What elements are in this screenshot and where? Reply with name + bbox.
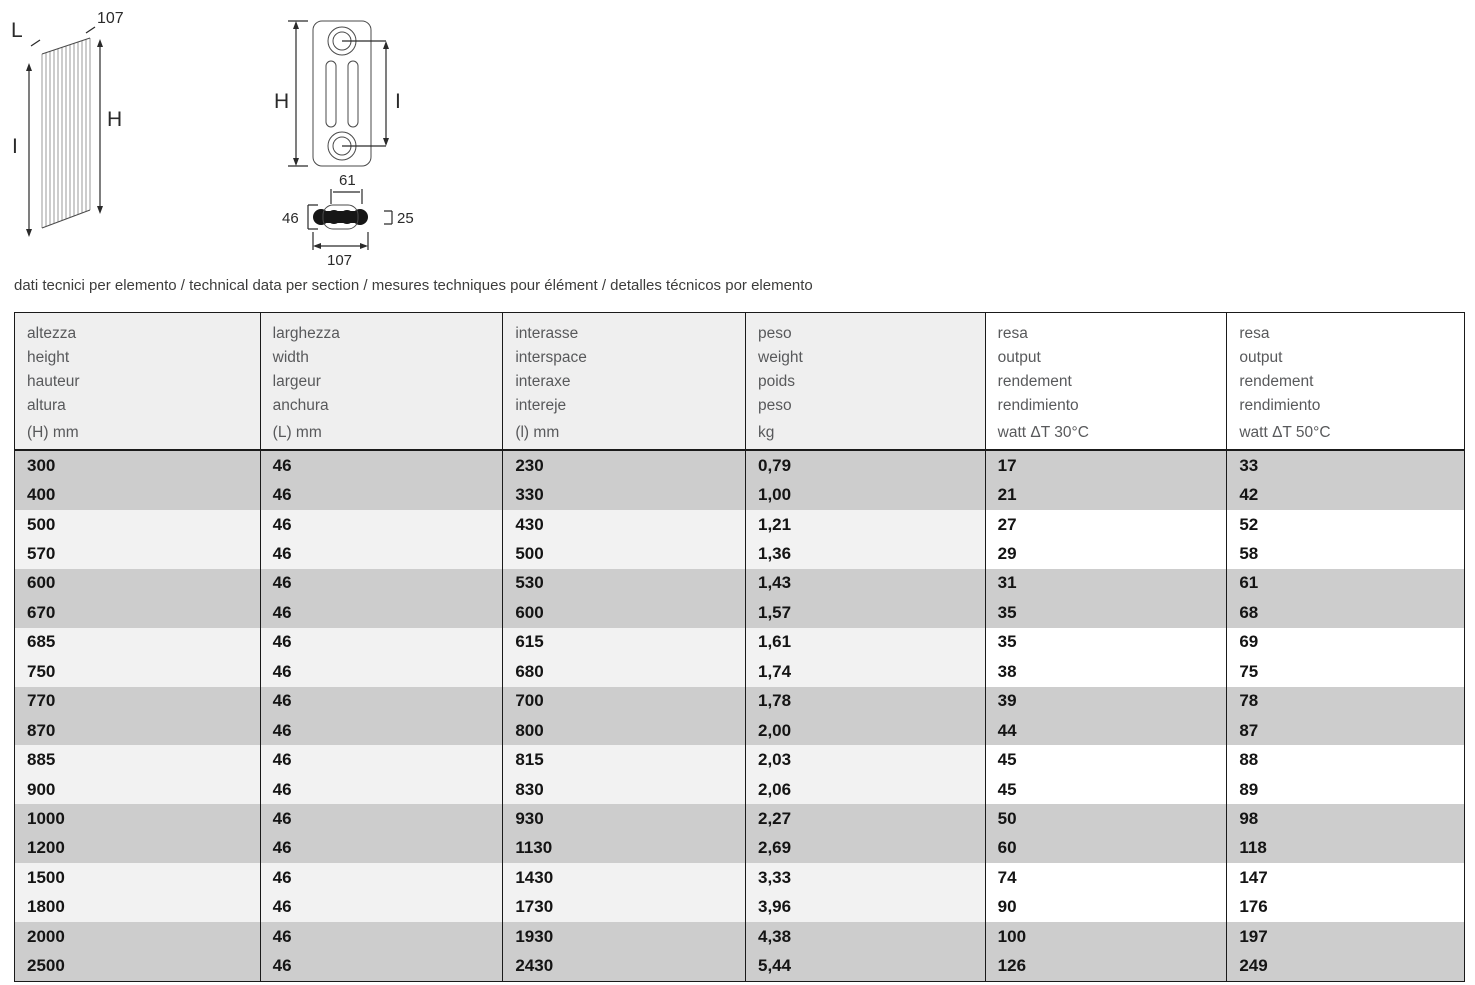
table-cell: 1,00 [745, 480, 985, 509]
tube [327, 210, 341, 224]
column-header-interspace [502, 313, 745, 449]
table-cell: 1,74 [745, 657, 985, 686]
table-cell: 46 [260, 716, 503, 745]
table-cell: 1,57 [745, 598, 985, 627]
table-cell: 3,33 [745, 863, 985, 892]
table-cell: 45 [985, 745, 1227, 774]
table-body [15, 451, 1464, 981]
dim-line-h [288, 21, 308, 166]
label-i: I [395, 90, 401, 113]
header-label: peso [758, 325, 792, 342]
table-cell: 87 [1226, 716, 1464, 745]
table-cell: 46 [260, 863, 503, 892]
header-label: rendement [997, 373, 1072, 390]
table-cell: 2,06 [745, 775, 985, 804]
table-cell: 1130 [502, 834, 745, 863]
table-cell: 46 [260, 834, 503, 863]
header-unit: (L) mm [272, 424, 322, 441]
column-header-output-dt30 [985, 313, 1227, 449]
table-row [15, 628, 1464, 657]
dim-25: 25 [397, 210, 414, 227]
table-cell: 600 [502, 598, 745, 627]
header-label: hauteur [27, 373, 80, 390]
table-cell: 46 [260, 951, 503, 980]
column-header-output-dt50 [1226, 313, 1464, 449]
label-i: I [12, 135, 18, 158]
table-row [15, 893, 1464, 922]
table-cell: 1,61 [745, 628, 985, 657]
table-cell: 74 [985, 863, 1227, 892]
header-label: poids [758, 373, 796, 390]
table-cell: 1500 [15, 863, 260, 892]
table-cell: 58 [1226, 539, 1464, 568]
table-cell: 68 [1226, 598, 1464, 627]
table-row [15, 657, 1464, 686]
table-cell: 1200 [15, 834, 260, 863]
radiator-fins [42, 38, 90, 228]
table-cell: 17 [985, 451, 1227, 480]
table-cell: 770 [15, 687, 260, 716]
header-label: interspace [515, 349, 587, 366]
header-unit: (H) mm [27, 424, 79, 441]
table-row [15, 922, 1464, 951]
tube [313, 209, 329, 225]
table-row [15, 745, 1464, 774]
header-unit: watt ΔT 30°C [997, 424, 1089, 441]
table-cell: 1,78 [745, 687, 985, 716]
table-cell: 88 [1226, 745, 1464, 774]
arrowhead [293, 158, 299, 166]
table-cell: 46 [260, 922, 503, 951]
table-cell: 46 [260, 598, 503, 627]
table-cell: 46 [260, 510, 503, 539]
table-cell: 46 [260, 569, 503, 598]
table-cell: 430 [502, 510, 745, 539]
header-unit: watt ΔT 50°C [1239, 424, 1331, 441]
table-cell: 61 [1226, 569, 1464, 598]
table-cell: 5,44 [745, 951, 985, 980]
table-cell: 46 [260, 539, 503, 568]
radiator-side-view-diagram [4, 6, 154, 246]
table-cell: 3,96 [745, 893, 985, 922]
column-slot [348, 61, 358, 127]
table-cell: 2,69 [745, 834, 985, 863]
table-cell: 44 [985, 716, 1227, 745]
table-cell: 670 [15, 598, 260, 627]
header-label: output [997, 349, 1041, 366]
table-cell: 52 [1226, 510, 1464, 539]
label-h: H [107, 108, 123, 131]
header-label: height [27, 349, 70, 366]
table-cell: 870 [15, 716, 260, 745]
header-label: rendimiento [1239, 397, 1321, 414]
header-label: largeur [272, 373, 321, 390]
table-cell: 46 [260, 893, 503, 922]
table-cell: 1000 [15, 804, 260, 833]
tube [352, 209, 368, 225]
label-l: L [11, 19, 23, 42]
table-cell: 230 [502, 451, 745, 480]
table-row [15, 951, 1464, 980]
table-cell: 60 [985, 834, 1227, 863]
table-cell: 2,27 [745, 804, 985, 833]
header-label: weight [758, 349, 803, 366]
header-labels [1239, 322, 1460, 418]
table-cell: 50 [985, 804, 1227, 833]
table-cell: 90 [985, 893, 1227, 922]
header-label: larghezza [272, 325, 340, 342]
dim-line-61 [331, 189, 362, 204]
header-label: interaxe [515, 373, 571, 390]
table-cell: 2,00 [745, 716, 985, 745]
table-cell: 46 [260, 687, 503, 716]
table-cell: 1,21 [745, 510, 985, 539]
table-cell: 35 [985, 598, 1227, 627]
table-cell: 46 [260, 451, 503, 480]
table-cell: 1930 [502, 922, 745, 951]
table-cell: 1800 [15, 893, 260, 922]
table-cell: 46 [260, 745, 503, 774]
table-row [15, 716, 1464, 745]
table-cell: 249 [1226, 951, 1464, 980]
table-cell: 1,43 [745, 569, 985, 598]
table-cell: 1,36 [745, 539, 985, 568]
table-row [15, 451, 1464, 480]
header-label: width [272, 349, 309, 366]
table-cell: 500 [502, 539, 745, 568]
table-cell: 46 [260, 775, 503, 804]
table-row [15, 687, 1464, 716]
table-cell: 31 [985, 569, 1227, 598]
table-cell: 680 [502, 657, 745, 686]
header-label: interasse [515, 325, 579, 342]
arrowhead [383, 138, 389, 146]
table-cell: 89 [1226, 775, 1464, 804]
table-cell: 78 [1226, 687, 1464, 716]
table-header [15, 313, 1464, 451]
column-slot [326, 61, 336, 127]
slant-tick [86, 27, 95, 33]
header-label: altezza [27, 325, 77, 342]
radiator-front-view-diagram [268, 6, 468, 268]
table-cell: 0,79 [745, 451, 985, 480]
table-cell: 885 [15, 745, 260, 774]
table-cell: 300 [15, 451, 260, 480]
header-unit: (l) mm [515, 424, 560, 441]
arrowhead [293, 21, 299, 29]
table-cell: 46 [260, 628, 503, 657]
dim-107: 107 [327, 252, 353, 268]
header-label: rendimiento [997, 397, 1079, 414]
table-cell: 29 [985, 539, 1227, 568]
arrowhead [360, 243, 368, 249]
table-cell: 45 [985, 775, 1227, 804]
table-cell: 530 [502, 569, 745, 598]
table-cell: 930 [502, 804, 745, 833]
table-cell: 100 [985, 922, 1227, 951]
table-cell: 330 [502, 480, 745, 509]
table-cell: 2000 [15, 922, 260, 951]
table-row [15, 863, 1464, 892]
header-label: altura [27, 397, 66, 414]
dim-depth-107: 107 [97, 10, 124, 27]
table-cell: 400 [15, 480, 260, 509]
arrowhead [26, 229, 32, 237]
table-row [15, 569, 1464, 598]
table-cell: 4,38 [745, 922, 985, 951]
arrowhead [97, 206, 103, 214]
table-cell: 700 [502, 687, 745, 716]
table-cell: 176 [1226, 893, 1464, 922]
table-cell: 46 [260, 657, 503, 686]
header-label: rendement [1239, 373, 1314, 390]
table-cell: 98 [1226, 804, 1464, 833]
arrowhead [383, 41, 389, 49]
table-cell: 69 [1226, 628, 1464, 657]
table-cell: 1430 [502, 863, 745, 892]
tube [340, 210, 354, 224]
header-labels [758, 322, 981, 418]
table-cell: 750 [15, 657, 260, 686]
table-cell: 46 [260, 480, 503, 509]
header-label: resa [997, 325, 1028, 342]
header-label: intereje [515, 397, 567, 414]
table-cell: 126 [985, 951, 1227, 980]
table-cell: 2430 [502, 951, 745, 980]
table-cell: 830 [502, 775, 745, 804]
table-cell: 42 [1226, 480, 1464, 509]
table-row [15, 804, 1464, 833]
table-cell: 197 [1226, 922, 1464, 951]
table-row [15, 539, 1464, 568]
header-labels [998, 322, 1223, 418]
arrowhead [313, 243, 321, 249]
table-cell: 600 [15, 569, 260, 598]
table-cell: 615 [502, 628, 745, 657]
dim-46: 46 [282, 210, 299, 227]
table-cell: 500 [15, 510, 260, 539]
table-cell: 46 [260, 804, 503, 833]
header-label: anchura [272, 397, 329, 414]
table-cell: 815 [502, 745, 745, 774]
dim-line-i [342, 41, 386, 146]
slant-tick [31, 40, 40, 46]
table-cell: 685 [15, 628, 260, 657]
dim-line-107 [313, 232, 368, 250]
table-cell: 570 [15, 539, 260, 568]
header-labels [273, 322, 499, 418]
dim-61: 61 [339, 172, 356, 189]
header-labels [27, 322, 256, 418]
table-row [15, 510, 1464, 539]
table-row [15, 598, 1464, 627]
table-cell: 33 [1226, 451, 1464, 480]
label-h: H [274, 90, 290, 113]
table-cell: 27 [985, 510, 1227, 539]
header-labels [515, 322, 741, 418]
table-row [15, 834, 1464, 863]
table-cell: 35 [985, 628, 1227, 657]
header-label: peso [758, 397, 792, 414]
header-label: resa [1239, 325, 1270, 342]
section-body [313, 21, 371, 166]
technical-data-table [14, 312, 1465, 982]
table-cell: 2500 [15, 951, 260, 980]
table-cell: 21 [985, 480, 1227, 509]
column-header-width [260, 313, 503, 449]
table-cell: 118 [1226, 834, 1464, 863]
header-unit: kg [758, 424, 775, 441]
table-cell: 900 [15, 775, 260, 804]
dim-line-25 [384, 211, 392, 224]
table-cell: 147 [1226, 863, 1464, 892]
table-cell: 2,03 [745, 745, 985, 774]
arrowhead [97, 39, 103, 47]
table-row [15, 775, 1464, 804]
table-row [15, 480, 1464, 509]
header-label: output [1239, 349, 1283, 366]
table-cell: 1730 [502, 893, 745, 922]
arrowhead [26, 63, 32, 71]
table-cell: 75 [1226, 657, 1464, 686]
table-cell: 38 [985, 657, 1227, 686]
table-cell: 800 [502, 716, 745, 745]
table-cell: 39 [985, 687, 1227, 716]
table-caption: dati tecnici per elemento / technical data per section / mesures techniques pour élément / detalles técnicos por elemento [14, 277, 813, 294]
column-header-weight [745, 313, 985, 449]
column-header-height [15, 313, 260, 449]
